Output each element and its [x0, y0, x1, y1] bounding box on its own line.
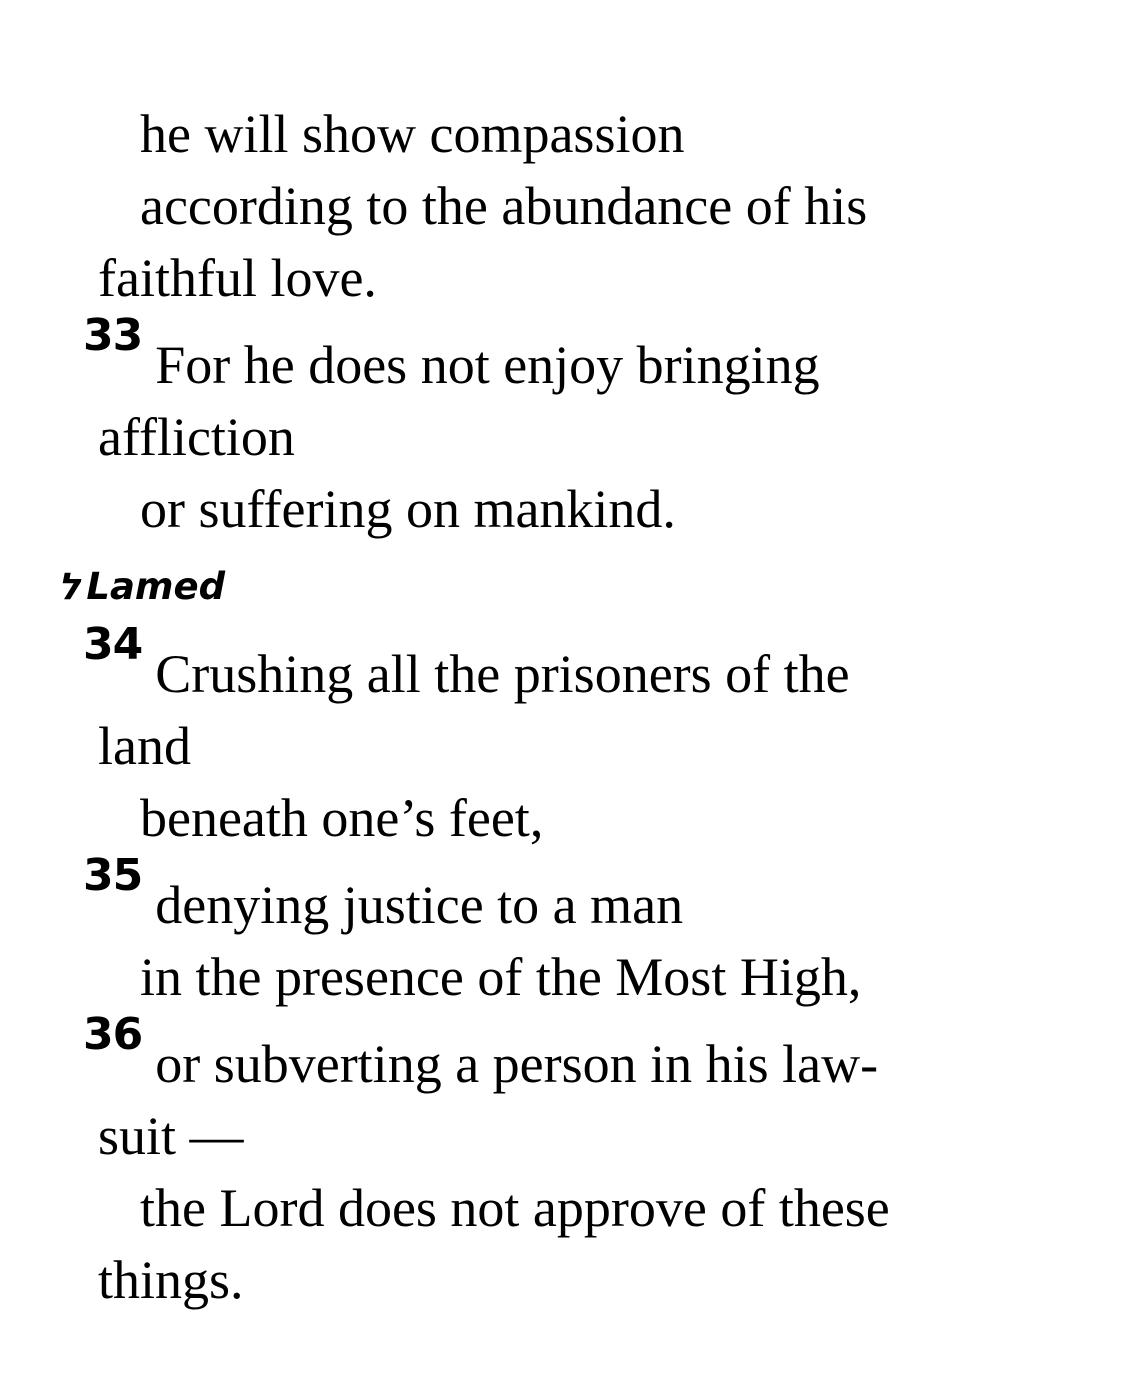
poetry-line-text: For he does not enjoy bringing	[155, 335, 820, 395]
poetry-line-text: suit —	[98, 1106, 244, 1166]
verse-line	[83, 850, 1095, 941]
poetry-line-text: or suffering on mankind.	[140, 479, 676, 539]
verse-number: 33	[83, 310, 143, 361]
verse-line	[83, 619, 1095, 710]
acrostic-heading-label: Lamed	[86, 565, 226, 608]
poetry-line-continuation	[98, 242, 1095, 314]
poetry-line-text: he will show compassion	[140, 104, 685, 164]
poetry-line-continuation	[98, 710, 1095, 782]
verse-number: 35	[83, 850, 143, 901]
verse-line	[83, 310, 1095, 401]
poetry-line-text: or subverting a person in his law-	[155, 1034, 879, 1094]
poetry-line-continuation	[98, 1244, 1095, 1316]
poetry-line	[98, 170, 1095, 242]
poetry-line-continuation	[98, 401, 1095, 473]
poetry-line-text: land	[98, 716, 191, 776]
acrostic-section-heading	[58, 551, 1095, 623]
verse-number: 34	[83, 619, 143, 670]
poetry-line-text: Crushing all the prisoners of the	[155, 644, 850, 704]
verse-line	[83, 1009, 1095, 1100]
verse-number: 36	[83, 1009, 143, 1060]
poetry-line	[98, 473, 1095, 545]
poetry-line-text: according to the abundance of his	[140, 176, 868, 236]
poetry-line	[98, 1172, 1095, 1244]
poetry-line	[98, 941, 1095, 1013]
poetry-line	[98, 782, 1095, 854]
poetry-line-text: denying justice to a man	[155, 875, 684, 935]
poetry-line-text: things.	[98, 1250, 244, 1310]
poetry-line-text: beneath one’s feet,	[140, 788, 544, 848]
poetry-line-text: faithful love.	[98, 248, 377, 308]
poetry-line-text: the Lord does not approve of these	[140, 1178, 890, 1238]
poetry-line-text: in the presence of the Most High,	[140, 947, 862, 1007]
hebrew-letter-lamed: ל	[58, 565, 81, 608]
poetry-line	[98, 98, 1095, 170]
poetry-line-continuation	[98, 1100, 1095, 1172]
poetry-line-text: affliction	[98, 407, 295, 467]
